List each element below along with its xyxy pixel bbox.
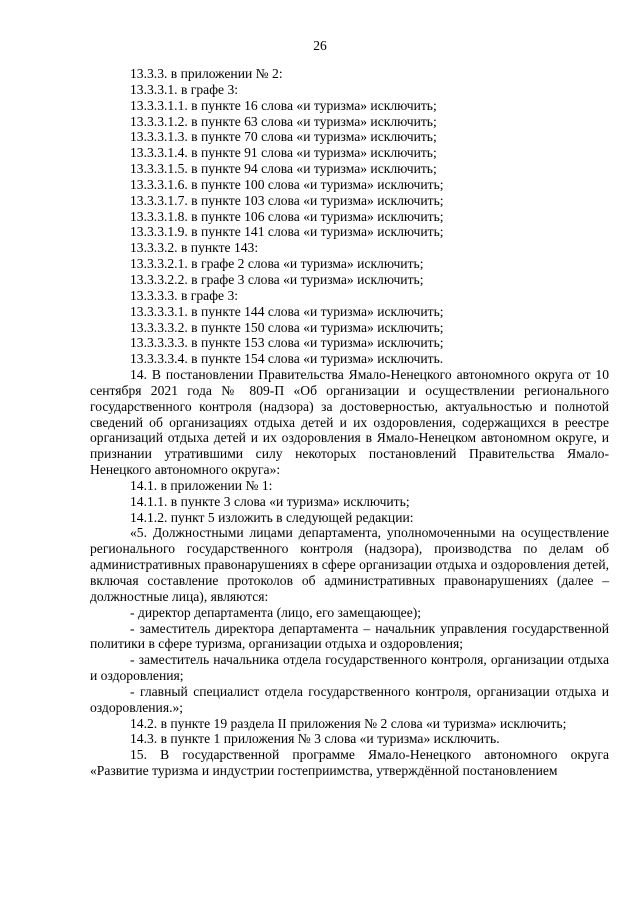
document-body — [90, 66, 609, 779]
list-item: 13.3.3.3. в графе 3: — [130, 287, 239, 303]
list-item: 13.3.3.2.1. в графе 2 слова «и туризма» исключить; — [130, 256, 424, 272]
list-item: 13.3.3.3.4. в пункте 154 слова «и туризма» исключить. — [130, 351, 444, 367]
list-item: 14.1. в приложении № 1: — [130, 477, 273, 493]
list-item: 13.3.3.1.2. в пункте 63 слова «и туризма» исключить; — [130, 113, 437, 129]
list-item: 13.3.3.1.7. в пункте 103 слова «и туризма» исключить; — [130, 192, 444, 208]
dash-list-item: - главный специалист отдела государственного контроля, организации отдыха и оздоровления.»; — [90, 683, 609, 715]
list-item: 14.1.2. пункт 5 изложить в следующей редакции: — [130, 509, 414, 525]
list-item: 13.3.3.1.3. в пункте 70 слова «и туризма» исключить; — [130, 129, 437, 145]
list-item: 13.3.3.1. в графе 3: — [130, 81, 239, 97]
list-item: 13.3.3.3.3. в пункте 153 слова «и туризма» исключить; — [130, 335, 444, 351]
list-item: 13.3.3.1.4. в пункте 91 слова «и туризма» исключить; — [130, 145, 437, 161]
list-item: 14.3. в пункте 1 приложения № 3 слова «и туризма» исключить. — [130, 731, 500, 747]
dash-list-item: - заместитель начальника отдела государственного контроля, организации отдыха и оздоровления; — [90, 652, 609, 684]
list-item: 13.3.3.1.5. в пункте 94 слова «и туризма» исключить; — [130, 161, 437, 177]
list-item: 14.1.1. в пункте 3 слова «и туризма» исключить; — [130, 493, 410, 509]
page-number: 26 — [313, 38, 327, 53]
paragraph-15: 15. В государственной программе Ямало-Ненецкого автономного округа «Развитие туризма и индустрии гостеприимства, утверждённой постановлением — [90, 747, 609, 779]
list-item: 13.3.3.3.2. в пункте 150 слова «и туризма» исключить; — [130, 319, 444, 335]
list-item: 13.3.3.3.1. в пункте 144 слова «и туризма» исключить; — [130, 303, 444, 319]
list-item: 13.3.3. в приложении № 2: — [130, 66, 283, 81]
list-item: 13.3.3.2. в пункте 143: — [130, 240, 259, 256]
list-item: 13.3.3.1.9. в пункте 141 слова «и туризма» исключить; — [130, 224, 444, 240]
list-item: 13.3.3.2.2. в графе 3 слова «и туризма» исключить; — [130, 271, 424, 287]
dash-list-item: - заместитель директора департамента – начальник управления государственной политики в сфере туризма, организации отдыха и оздоровления; — [90, 620, 609, 652]
paragraph-14: 14. В постановлении Правительства Ямало-Ненецкого автономного округа от 10 сентября 2021 года № 809-П «Об организации и осуществлении регионального государственного контроля (надзора) за достоверностью, актуальностью и полнотой сведений об организациях отдыха детей и их оздоровления, содержащихся в реестре организаций отдыха детей и их оздоровления в Ямало-Ненецком автономном округе, и признании утратившими силу некоторых постановлений Правительства Ямало-Ненецкого автономного округа»: — [90, 367, 609, 478]
dash-list-item: - директор департамента (лицо, его замещающее); — [130, 604, 422, 620]
list-item: 13.3.3.1.6. в пункте 100 слова «и туризма» исключить; — [130, 176, 444, 192]
paragraph-quoted-5: «5. Должностными лицами департамента, уполномоченными на осуществление регионального государственного контроля (надзора), производства по делам об административных правонарушениях в сфере организации отдыха и оздоровления детей, включая составление протоколов об административных правонарушениях (далее – должностные лица), являются: — [90, 525, 609, 604]
list-item: 13.3.3.1.8. в пункте 106 слова «и туризма» исключить; — [130, 208, 444, 224]
list-item: 13.3.3.1.1. в пункте 16 слова «и туризма» исключить; — [130, 97, 437, 113]
list-item: 14.2. в пункте 19 раздела II приложения № 2 слова «и туризма» исключить; — [130, 715, 567, 731]
